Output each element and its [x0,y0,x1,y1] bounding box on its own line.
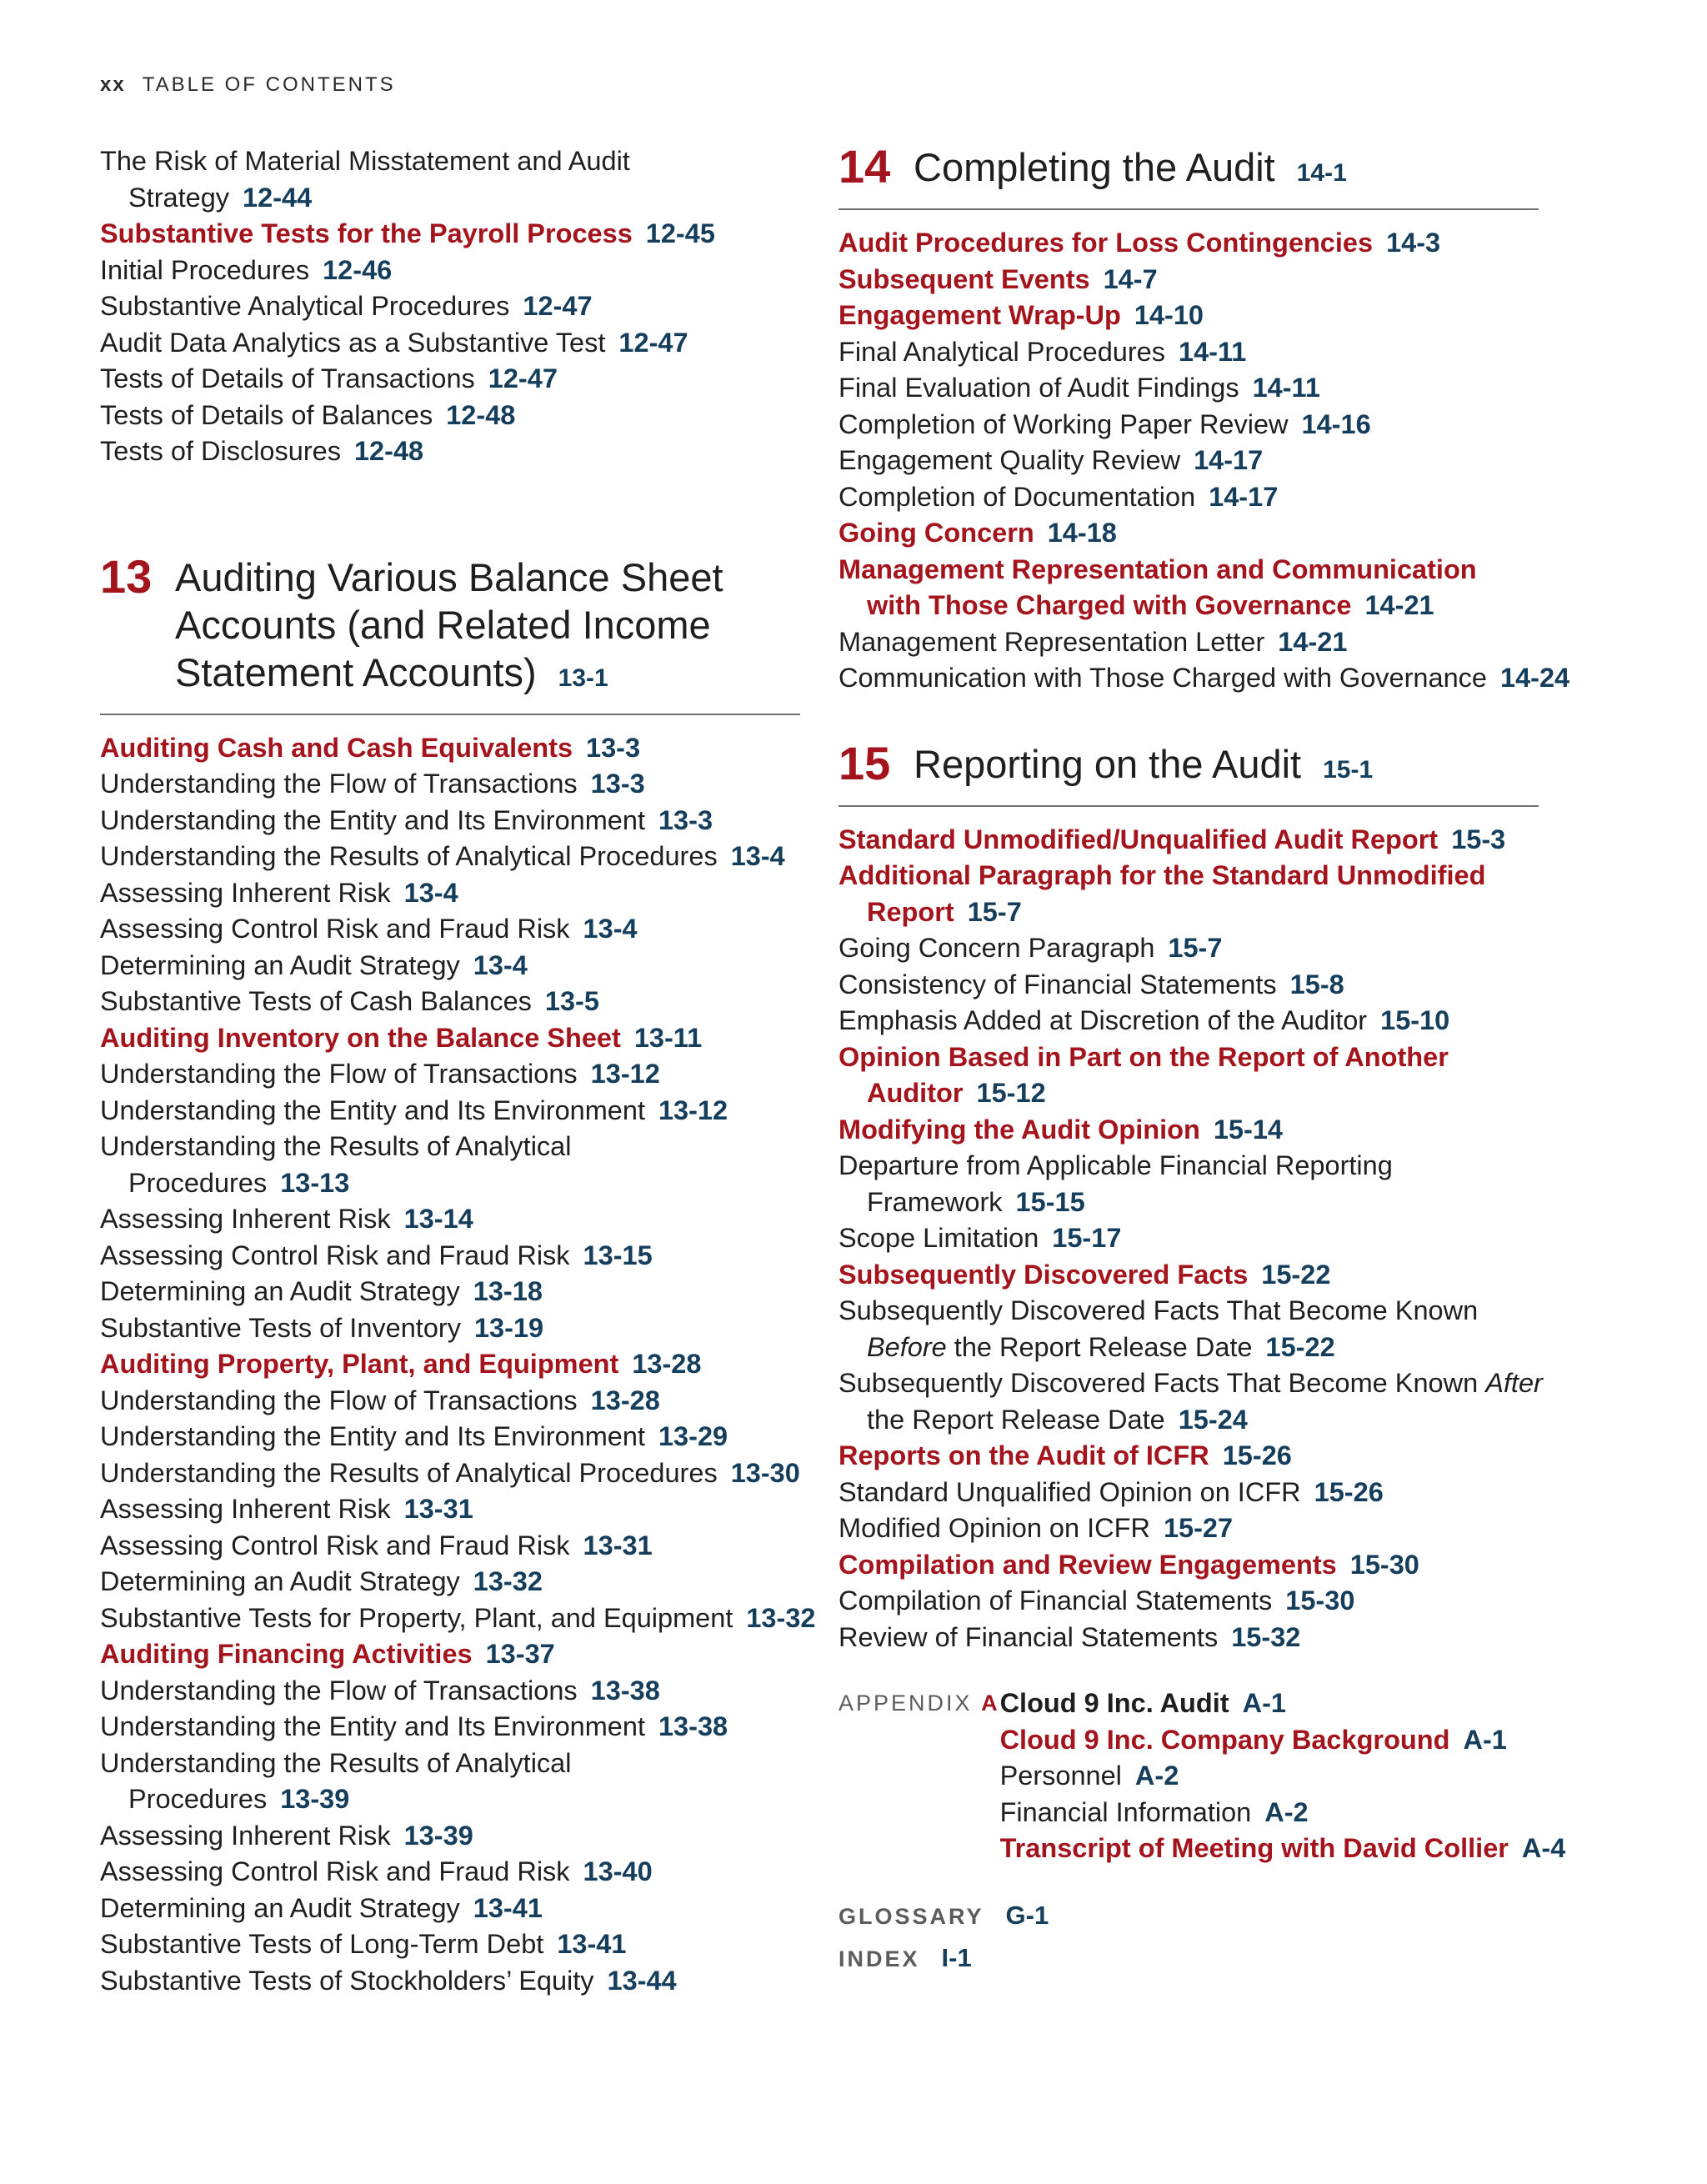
toc-entry[interactable]: Final Evaluation of Audit Findings 14-11 [838,373,1320,403]
toc-section-heading[interactable]: Opinion Based in Part on the Report of Another [838,1041,1449,1072]
toc-entry[interactable]: Initial Procedures 12-46 [100,254,393,285]
appendix-label: APPENDIX A [838,1691,1000,1716]
toc-entry[interactable]: Procedures 13-13 [128,1167,350,1198]
page-ref: 13-38 [590,1675,660,1706]
toc-entry[interactable]: Going Concern Paragraph 15-7 [838,933,1223,963]
page-ref: 15-12 [976,1078,1046,1108]
toc-section-heading[interactable]: Report 15-7 [867,896,1022,927]
toc-entry[interactable]: Tests of Details of Balances 12-48 [100,399,516,430]
toc-entry[interactable]: Substantive Tests of Inventory 13-19 [100,1312,544,1343]
page-number: xx [100,73,126,96]
toc-entry[interactable]: Completion of Documentation 14-17 [838,481,1279,512]
chapter-title: Completing the Audit 14-1 [914,145,1347,189]
toc-entry[interactable]: Modified Opinion on ICFR 15-27 [838,1513,1234,1543]
toc-section-heading[interactable]: Compilation and Review Engagements 15-30 [838,1549,1419,1580]
page-ref: 13-18 [473,1276,543,1306]
page-ref: 12-48 [446,399,516,430]
page-ref: G-1 [1005,1900,1049,1930]
toc-entry[interactable]: Management Representation Letter 14-21 [838,626,1348,657]
page-ref: 13-32 [473,1566,543,1596]
toc-entry[interactable]: Understanding the Results of Analytical [100,1747,572,1778]
toc-entry[interactable]: Assessing Inherent Risk 13-39 [100,1820,473,1851]
page-ref: 15-3 [1451,824,1506,854]
chapter-title: Reporting on the Audit 15-1 [914,741,1374,786]
toc-entry[interactable]: Assessing Control Risk and Fraud Risk 13-40 [100,1856,653,1886]
toc-entry[interactable]: The Risk of Material Misstatement and Audit [100,146,630,176]
toc-entry[interactable]: Understanding the Flow of Transactions 13-28 [100,1385,660,1415]
appendix-entries [1000,1686,1566,1867]
toc-entry[interactable]: Understanding the Flow of Transactions 13-12 [100,1059,660,1089]
page-ref: 12-47 [523,291,593,321]
page-ref: 13-31 [583,1530,653,1560]
page-ref: 15-10 [1380,1005,1450,1035]
toc-section-heading[interactable]: Substantive Tests for the Payroll Process 12-45 [100,218,715,248]
page-ref: 15-26 [1222,1440,1292,1470]
chapter13-heading[interactable] [100,549,800,702]
toc-entry[interactable]: Audit Data Analytics as a Substantive Test 12-47 [100,327,688,358]
toc-section-heading[interactable]: Going Concern 14-18 [838,518,1117,548]
toc-section-heading[interactable]: Subsequently Discovered Facts 15-22 [838,1259,1331,1290]
page-ref: 15-30 [1285,1585,1355,1615]
page-ref: 14-17 [1209,481,1279,512]
page-ref: 13-30 [730,1457,800,1488]
toc-section-heading[interactable]: Management Representation and Communication [838,554,1477,584]
toc-entry[interactable]: Understanding the Results of Analytical Procedures 13-30 [100,1457,800,1488]
page-ref: A-1 [1463,1724,1507,1755]
page-ref: 13-14 [403,1204,473,1234]
page-ref: 13-4 [473,949,528,980]
page-ref: I-1 [941,1943,972,1972]
page-ref: 14-21 [1364,590,1434,620]
toc-entry[interactable]: Determining an Audit Strategy 13-41 [100,1892,543,1923]
page-ref: 12-46 [323,254,393,285]
page-ref: A-4 [1521,1833,1566,1863]
page-ref: 13-41 [473,1892,543,1923]
page-ref: 14-24 [1500,663,1570,693]
toc-entry[interactable]: Understanding the Flow of Transactions 13-3 [100,769,645,799]
toc-section-heading[interactable]: Reports on the Audit of ICFR 15-26 [838,1440,1292,1470]
page-ref: 13-3 [590,769,645,799]
page-ref: 14-3 [1386,228,1441,258]
page-ref: 15-15 [1015,1186,1085,1217]
toc-entry[interactable]: Determining an Audit Strategy 13-4 [100,949,528,980]
page-ref: 13-4 [403,877,458,908]
page-ref: 13-4 [730,841,785,871]
page-ref: 15-22 [1265,1331,1335,1362]
page-ref: 13-1 [558,664,608,692]
toc-section-heading[interactable]: Auditing Inventory on the Balance Sheet 13-11 [100,1022,703,1053]
toc-entry[interactable]: Understanding the Entity and Its Environment 13-12 [100,1095,728,1125]
page-ref: 14-21 [1278,626,1348,657]
toc-entry[interactable]: Emphasis Added at Discretion of the Auditor 15-10 [838,1005,1450,1035]
chapter15-heading[interactable] [838,736,1539,794]
chapter12-continued [100,143,800,470]
page-ref: 15-7 [1168,933,1223,963]
page-ref: 12-48 [353,436,424,466]
appendix-a [838,1686,1566,1867]
toc-entry[interactable]: Before the Report Release Date 15-22 [867,1331,1335,1362]
left-column [100,143,816,1999]
running-head [100,73,396,97]
toc-entry[interactable]: Tests of Disclosures 12-48 [100,436,424,466]
glossary-entry[interactable]: GLOSSARY G-1 [838,1900,1049,1930]
toc-entry[interactable]: Assessing Control Risk and Fraud Risk 13-15 [100,1240,653,1270]
toc-section-heading[interactable]: Auditor 15-12 [867,1078,1046,1108]
chapter15-entries [838,822,1543,1656]
page-ref: 13-15 [583,1240,653,1270]
page-ref: 13-39 [280,1784,350,1814]
page-ref: 15-7 [967,896,1022,927]
page-ref: 13-11 [633,1022,703,1053]
page-ref: 14-18 [1047,518,1117,548]
chapter14-heading[interactable] [838,140,1539,197]
toc-section-heading[interactable]: Auditing Property, Plant, and Equipment 13-28 [100,1349,702,1379]
page-ref: 14-7 [1103,263,1158,294]
toc-entry[interactable]: Substantive Tests of Long-Term Debt 13-41 [100,1929,627,1959]
page-ref: A-2 [1264,1796,1309,1827]
toc-entry[interactable]: Scope Limitation 15-17 [838,1223,1122,1253]
toc-entry[interactable]: Determining an Audit Strategy 13-18 [100,1276,543,1306]
toc-section-heading[interactable]: Cloud 9 Inc. Company Background A-1 [999,1724,1507,1755]
page-ref: 13-19 [473,1312,544,1343]
page-ref: 13-13 [280,1167,350,1198]
toc-entry[interactable]: the Report Release Date 15-24 [867,1404,1248,1435]
toc-entry[interactable]: Subsequently Discovered Facts That Become Known After [838,1368,1543,1398]
page-ref: 13-40 [583,1856,653,1886]
page-ref: 15-24 [1178,1404,1248,1435]
toc-entry[interactable]: Review of Financial Statements 15-32 [838,1621,1301,1652]
page-ref: 15-30 [1349,1549,1419,1580]
toc-entry[interactable]: Departure from Applicable Financial Reporting [838,1150,1393,1180]
toc-section-heading[interactable]: Auditing Financing Activities 13-37 [100,1639,555,1669]
page-ref: 15-22 [1261,1259,1331,1290]
toc-section-heading[interactable]: Auditing Cash and Cash Equivalents 13-3 [100,732,641,763]
toc-entry[interactable]: Assessing Inherent Risk 13-31 [100,1494,473,1524]
index-entry[interactable]: INDEX I-1 [838,1943,972,1972]
toc-entry[interactable]: Assessing Inherent Risk 13-4 [100,877,458,908]
chapter-title: Auditing Various Balance Sheet Accounts (and Related Income Statement Accounts) 13-1 [175,554,723,694]
page-ref: 13-5 [544,986,599,1016]
page-ref: A-2 [1134,1761,1179,1791]
page-ref: 15-17 [1052,1223,1122,1253]
toc-entry[interactable]: Consistency of Financial Statements 15-8 [838,969,1344,999]
page-ref: 12-47 [618,327,688,358]
page-ref: 15-1 [1323,755,1374,784]
page-ref: 13-44 [607,1965,677,1996]
page-ref: 13-38 [658,1711,728,1741]
chapter-rule [100,714,800,715]
toc-section-heading[interactable]: Subsequent Events 14-7 [838,263,1158,294]
right-column [838,140,1570,1978]
toc-entry[interactable]: Assessing Control Risk and Fraud Risk 13-31 [100,1530,653,1560]
page-ref: 14-17 [1194,445,1264,475]
page-ref: 13-39 [403,1820,473,1851]
page-ref: 15-8 [1289,969,1344,999]
toc-entry[interactable]: Understanding the Entity and Its Environment 13-3 [100,804,713,835]
page-ref: 13-12 [658,1095,728,1125]
toc-section-heading[interactable]: Transcript of Meeting with David Collier A-4 [999,1833,1566,1863]
page-ref: 14-10 [1134,300,1204,330]
chapter-rule [838,208,1539,210]
page-ref: 13-32 [746,1602,816,1633]
page-ref: 13-3 [658,804,713,835]
page-ref: 13-3 [586,732,641,763]
toc-entry[interactable]: Final Analytical Procedures 14-11 [838,336,1247,367]
toc-entry[interactable]: Strategy 12-44 [128,182,313,213]
toc-entry[interactable]: Standard Unqualified Opinion on ICFR 15-26 [838,1476,1384,1507]
toc-section-heading[interactable]: Audit Procedures for Loss Contingencies 14-3 [838,228,1441,258]
toc-entry[interactable]: Substantive Tests of Stockholders’ Equity 13-44 [100,1965,677,1996]
chapter14-entries [838,225,1570,697]
toc-entry[interactable]: Determining an Audit Strategy 13-32 [100,1566,543,1596]
toc-entry[interactable]: Understanding the Results of Analytical [100,1131,572,1161]
toc-entry[interactable]: Engagement Quality Review 14-17 [838,445,1264,475]
page-ref: 12-44 [243,182,313,213]
chapter-number: 14 [838,140,891,193]
toc-entry[interactable]: Assessing Inherent Risk 13-14 [100,1204,473,1234]
toc-entry[interactable]: Personnel A-2 [999,1761,1179,1791]
page-ref: 13-37 [485,1639,555,1669]
page-ref: 13-28 [632,1349,702,1379]
toc-section-heading[interactable]: Additional Paragraph for the Standard Unmodified [838,860,1486,890]
page-ref: 13-28 [590,1385,660,1415]
page-ref: A-1 [1242,1688,1286,1718]
toc-entry[interactable]: Understanding the Entity and Its Environment 13-38 [100,1711,728,1741]
toc-entry[interactable]: Understanding the Flow of Transactions 13-38 [100,1675,660,1706]
toc-entry[interactable]: Understanding the Results of Analytical Procedures 13-4 [100,841,785,871]
toc-section-heading[interactable]: Standard Unmodified/Unqualified Audit Report 15-3 [838,824,1506,854]
toc-entry[interactable]: Understanding the Entity and Its Environment 13-29 [100,1421,728,1451]
toc-entry[interactable]: Framework 15-15 [867,1186,1085,1217]
page-ref: 14-1 [1296,159,1347,187]
toc-entry[interactable]: Substantive Analytical Procedures 12-47 [100,291,593,321]
page-ref: 12-47 [488,363,558,393]
toc-entry[interactable]: Procedures 13-39 [128,1784,350,1814]
toc-entry[interactable]: Compilation of Financial Statements 15-30 [838,1585,1355,1615]
chapter-rule [838,805,1539,807]
chapter-number: 15 [838,736,891,789]
chapter13-entries [100,730,816,2000]
toc-section-heading[interactable]: Engagement Wrap-Up 14-10 [838,300,1204,330]
toc-entry[interactable]: Substantive Tests of Cash Balances 13-5 [100,986,599,1016]
toc-entry[interactable]: Assessing Control Risk and Fraud Risk 13-4 [100,914,638,944]
page-ref: 15-32 [1231,1621,1301,1652]
toc-entry[interactable]: Subsequently Discovered Facts That Become Known [838,1295,1479,1325]
toc-entry[interactable]: Tests of Details of Transactions 12-47 [100,363,558,393]
running-head-title: TABLE OF CONTENTS [142,73,396,96]
toc-entry[interactable]: Substantive Tests for Property, Plant, and Equipment 13-32 [100,1602,816,1633]
page-ref: 13-29 [658,1421,728,1451]
page-ref: 15-26 [1314,1476,1384,1507]
toc-section-heading[interactable]: with Those Charged with Governance 14-21 [867,590,1434,620]
toc-entry[interactable]: Completion of Working Paper Review 14-16 [838,408,1371,439]
toc-section-heading[interactable]: Modifying the Audit Opinion 15-14 [838,1114,1283,1145]
page-ref: 13-41 [557,1929,627,1959]
chapter-number: 13 [100,549,153,603]
page-ref: 15-27 [1163,1513,1234,1543]
page-ref: 14-11 [1252,373,1320,403]
toc-entry[interactable]: Communication with Those Charged with Governance 14-24 [838,663,1570,693]
page-ref: 15-14 [1213,1114,1283,1145]
appendix-title[interactable]: Cloud 9 Inc. Audit A-1 [999,1688,1286,1718]
page-ref: 14-11 [1179,336,1247,367]
page-ref: 12-45 [645,218,715,248]
page-ref: 13-12 [590,1059,660,1089]
page-ref: 14-16 [1301,408,1371,439]
page-ref: 13-4 [583,914,638,944]
toc-entry[interactable]: Financial Information A-2 [999,1796,1309,1827]
page-ref: 13-31 [403,1494,473,1524]
